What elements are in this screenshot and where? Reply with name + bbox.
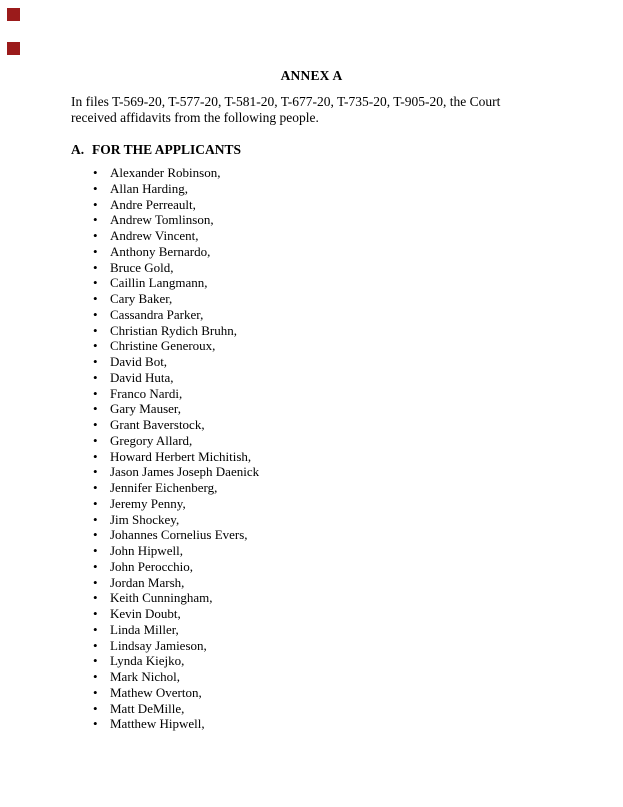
applicant-name: Andrew Tomlinson, xyxy=(110,212,214,228)
list-item xyxy=(71,606,552,622)
bullet-icon: • xyxy=(93,354,98,369)
list-item xyxy=(71,338,552,354)
list-item xyxy=(71,512,552,528)
list-item xyxy=(71,559,552,575)
bullet-icon: • xyxy=(93,448,98,464)
list-item xyxy=(71,543,552,559)
applicant-name: Gary Mauser, xyxy=(110,401,181,417)
applicant-name: Andre Perreault, xyxy=(110,196,196,212)
section-heading xyxy=(71,142,552,158)
bullet-icon: • xyxy=(93,716,98,732)
applicant-name: Matt DeMille, xyxy=(110,700,185,716)
list-item xyxy=(71,685,552,701)
list-item xyxy=(71,433,552,449)
list-item xyxy=(71,417,552,433)
applicant-name: David Bot, xyxy=(110,354,168,369)
bullet-icon: • xyxy=(93,480,98,495)
bullet-icon: • xyxy=(93,511,98,527)
bullet-icon: • xyxy=(93,306,98,322)
list-item xyxy=(71,701,552,717)
list-item xyxy=(71,197,552,213)
applicant-name: Cassandra Parker, xyxy=(110,306,204,322)
bullet-icon: • xyxy=(93,275,98,291)
bullet-icon: • xyxy=(93,606,98,621)
bullet-icon: • xyxy=(93,338,98,354)
list-item xyxy=(71,307,552,323)
bullet-icon: • xyxy=(93,590,98,606)
applicant-name: Franco Nardi, xyxy=(110,385,183,401)
bullet-icon: • xyxy=(93,653,98,669)
list-item xyxy=(71,323,552,339)
bullet-icon: • xyxy=(93,684,98,700)
list-item xyxy=(71,212,552,228)
section-label: A. xyxy=(71,142,85,157)
applicant-name: Johannes Cornelius Evers, xyxy=(110,527,248,543)
bullet-icon: • xyxy=(93,165,98,180)
applicant-name: Keith Cunningham, xyxy=(110,590,213,606)
applicant-name: Bruce Gold, xyxy=(110,259,174,275)
bullet-icon: • xyxy=(93,385,98,401)
applicant-name: Anthony Bernardo, xyxy=(110,243,211,259)
applicant-name: Christine Generoux, xyxy=(110,338,216,354)
list-item xyxy=(71,165,552,181)
list-item xyxy=(71,181,552,197)
red-square-marker-icon xyxy=(7,42,20,55)
bullet-icon: • xyxy=(93,574,98,590)
applicant-name: Lynda Kiejko, xyxy=(110,653,185,669)
applicant-name: Jordan Marsh, xyxy=(110,574,185,590)
bullet-icon: • xyxy=(93,527,98,543)
bullet-icon: • xyxy=(93,700,98,716)
bullet-icon: • xyxy=(93,432,98,448)
bullet-icon: • xyxy=(93,180,98,196)
list-item xyxy=(71,370,552,386)
applicant-name: Cary Baker, xyxy=(110,291,173,306)
bullet-icon: • xyxy=(93,196,98,212)
applicant-name: David Huta, xyxy=(110,369,174,385)
list-item xyxy=(71,244,552,260)
list-item xyxy=(71,275,552,291)
list-item xyxy=(71,575,552,591)
applicant-name: Jason James Joseph Daenick xyxy=(110,464,260,480)
document-content xyxy=(71,68,552,732)
bullet-icon: • xyxy=(93,558,98,574)
list-item xyxy=(71,590,552,606)
red-square-marker-icon xyxy=(7,8,20,21)
applicant-name: Linda Miller, xyxy=(110,621,179,637)
applicant-name: Jeremy Penny, xyxy=(110,495,186,511)
list-item xyxy=(71,228,552,244)
applicant-name: Gregory Allard, xyxy=(110,432,193,448)
intro-paragraph: In files T-569-20, T-577-20, T-581-20, T-677-20, T-735-20, T-905-20, the Court received affidavits from the following people. xyxy=(71,94,501,125)
list-item xyxy=(71,669,552,685)
list-item xyxy=(71,354,552,370)
list-item xyxy=(71,386,552,402)
bullet-icon: • xyxy=(93,495,98,511)
list-item xyxy=(71,464,552,480)
bullet-icon: • xyxy=(93,243,98,259)
applicant-name: Grant Baverstock, xyxy=(110,417,205,432)
applicant-name: Allan Harding, xyxy=(110,180,188,196)
list-item xyxy=(71,638,552,654)
list-item xyxy=(71,401,552,417)
list-item xyxy=(71,527,552,543)
page-title: ANNEX A xyxy=(280,68,343,83)
bullet-icon: • xyxy=(93,322,98,338)
bullet-icon: • xyxy=(93,464,98,480)
applicant-name: Jennifer Eichenberg, xyxy=(110,480,218,495)
list-item xyxy=(71,449,552,465)
applicant-name: Caillin Langmann, xyxy=(110,275,208,291)
list-item xyxy=(71,622,552,638)
bullet-icon: • xyxy=(93,259,98,275)
list-item xyxy=(71,291,552,307)
bullet-icon: • xyxy=(93,637,98,653)
bullet-icon: • xyxy=(93,543,98,558)
bullet-icon: • xyxy=(93,369,98,385)
applicant-name: Mathew Overton, xyxy=(110,684,202,700)
list-item xyxy=(71,480,552,496)
applicant-name: Andrew Vincent, xyxy=(110,228,199,243)
bullet-icon: • xyxy=(93,417,98,432)
bullet-icon: • xyxy=(93,228,98,243)
applicant-name: Lindsay Jamieson, xyxy=(110,637,207,653)
bullet-icon: • xyxy=(93,669,98,684)
list-item xyxy=(71,496,552,512)
applicant-name: Howard Herbert Michitish, xyxy=(110,448,252,464)
list-item xyxy=(71,653,552,669)
applicant-name: Matthew Hipwell, xyxy=(110,716,205,732)
bullet-icon: • xyxy=(93,291,98,306)
applicant-name: John Hipwell, xyxy=(110,543,183,558)
applicant-name: Jim Shockey, xyxy=(110,511,180,527)
section-title: FOR THE APPLICANTS xyxy=(92,142,242,157)
list-item xyxy=(71,716,552,732)
bullet-icon: • xyxy=(93,212,98,228)
bullet-icon: • xyxy=(93,621,98,637)
applicant-name: Mark Nichol, xyxy=(110,669,181,684)
applicant-name: Christian Rydich Bruhn, xyxy=(110,322,237,338)
applicants-list xyxy=(71,165,552,732)
list-item xyxy=(71,260,552,276)
applicant-name: Kevin Doubt, xyxy=(110,606,181,621)
bullet-icon: • xyxy=(93,401,98,417)
applicant-name: Alexander Robinson, xyxy=(110,165,221,180)
applicant-name: John Perocchio, xyxy=(110,558,194,574)
